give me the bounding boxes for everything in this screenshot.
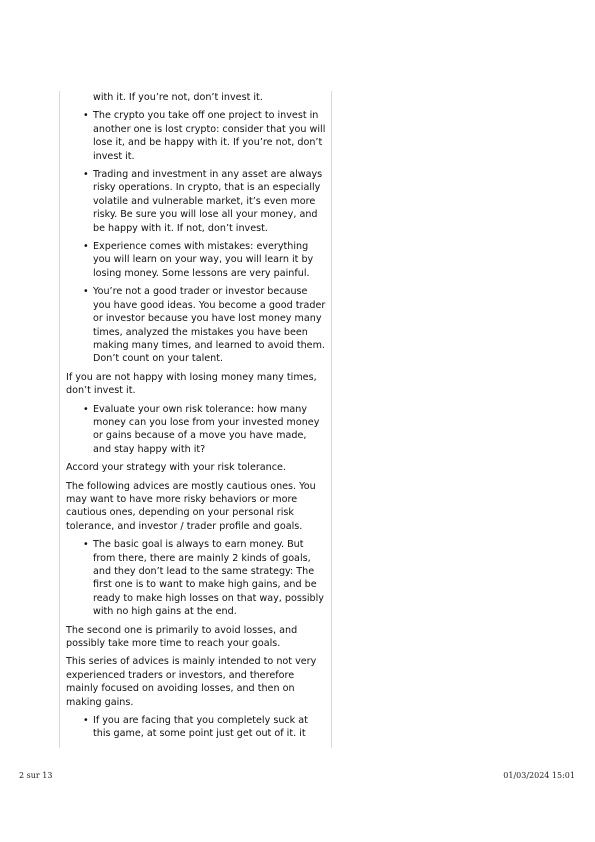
- list-item: • The crypto you take off one project to invest in another one is lost crypto: consider that you will lose it, and be happy with it. If you’re not, don’t invest it.: [93, 109, 326, 163]
- list-item: • You’re not a good trader or investor because you have good ideas. You become a good trader or investor because you have lost money many times, analyzed the mistakes you have been making many times, and learned to avoid them. Don’t count on your talent.: [93, 285, 326, 365]
- bullet-list: [66, 714, 326, 741]
- bullet-list: [66, 538, 326, 618]
- paragraph: The second one is primarily to avoid losses, and possibly take more time to reach your goals.: [66, 624, 298, 650]
- bullet-list: [66, 91, 326, 366]
- list-item: • Evaluate your own risk tolerance: how many money can you lose from your invested money or gains because of a move you have made, and stay happy with it?: [93, 403, 326, 457]
- paragraph: If you are not happy with losing money many times, don’t invest it.: [66, 371, 317, 397]
- list-item: • Trading and investment in any asset are always risky operations. In crypto, that is an especially volatile and vulnerable market, it’s even more risky. Be sure you will lose all your money, and be happy with it. If not, don’t invest.: [93, 168, 326, 235]
- paragraph: The following advices are mostly cautious ones. You may want to have more risky behaviors or more cautious ones, depending on your personal risk tolerance, and investor / trader profile and goals.: [66, 480, 316, 532]
- paragraph: This series of advices is mainly intended to not very experienced traders or investors, and therefore mainly focused on avoiding losses, and then on making gains.: [66, 656, 317, 708]
- list-item: with it. If you’re not, don’t invest it.: [93, 92, 263, 103]
- list-item: • The basic goal is always to earn money. But from there, there are mainly 2 kinds of goals, and they don’t lead to the same strategy: The first one is to want to make high gains, and be ready to make high losses on that way, possibly with no high gains at the end.: [93, 538, 326, 618]
- bullet-list: [66, 403, 326, 457]
- list-item: • Experience comes with mistakes: everything you will learn on your way, you will learn it by losing money. Some lessons are very painful.: [93, 240, 326, 280]
- print-datetime: 01/03/2024 15:01: [503, 771, 575, 780]
- page-content: [59, 91, 332, 748]
- list-item: • If you are facing that you completely suck at this game, at some point just get out of it. it: [93, 714, 326, 741]
- paragraph: Accord your strategy with your risk tolerance.: [66, 462, 286, 474]
- page-number: 2 sur 13: [19, 771, 53, 780]
- article-body: [60, 91, 331, 741]
